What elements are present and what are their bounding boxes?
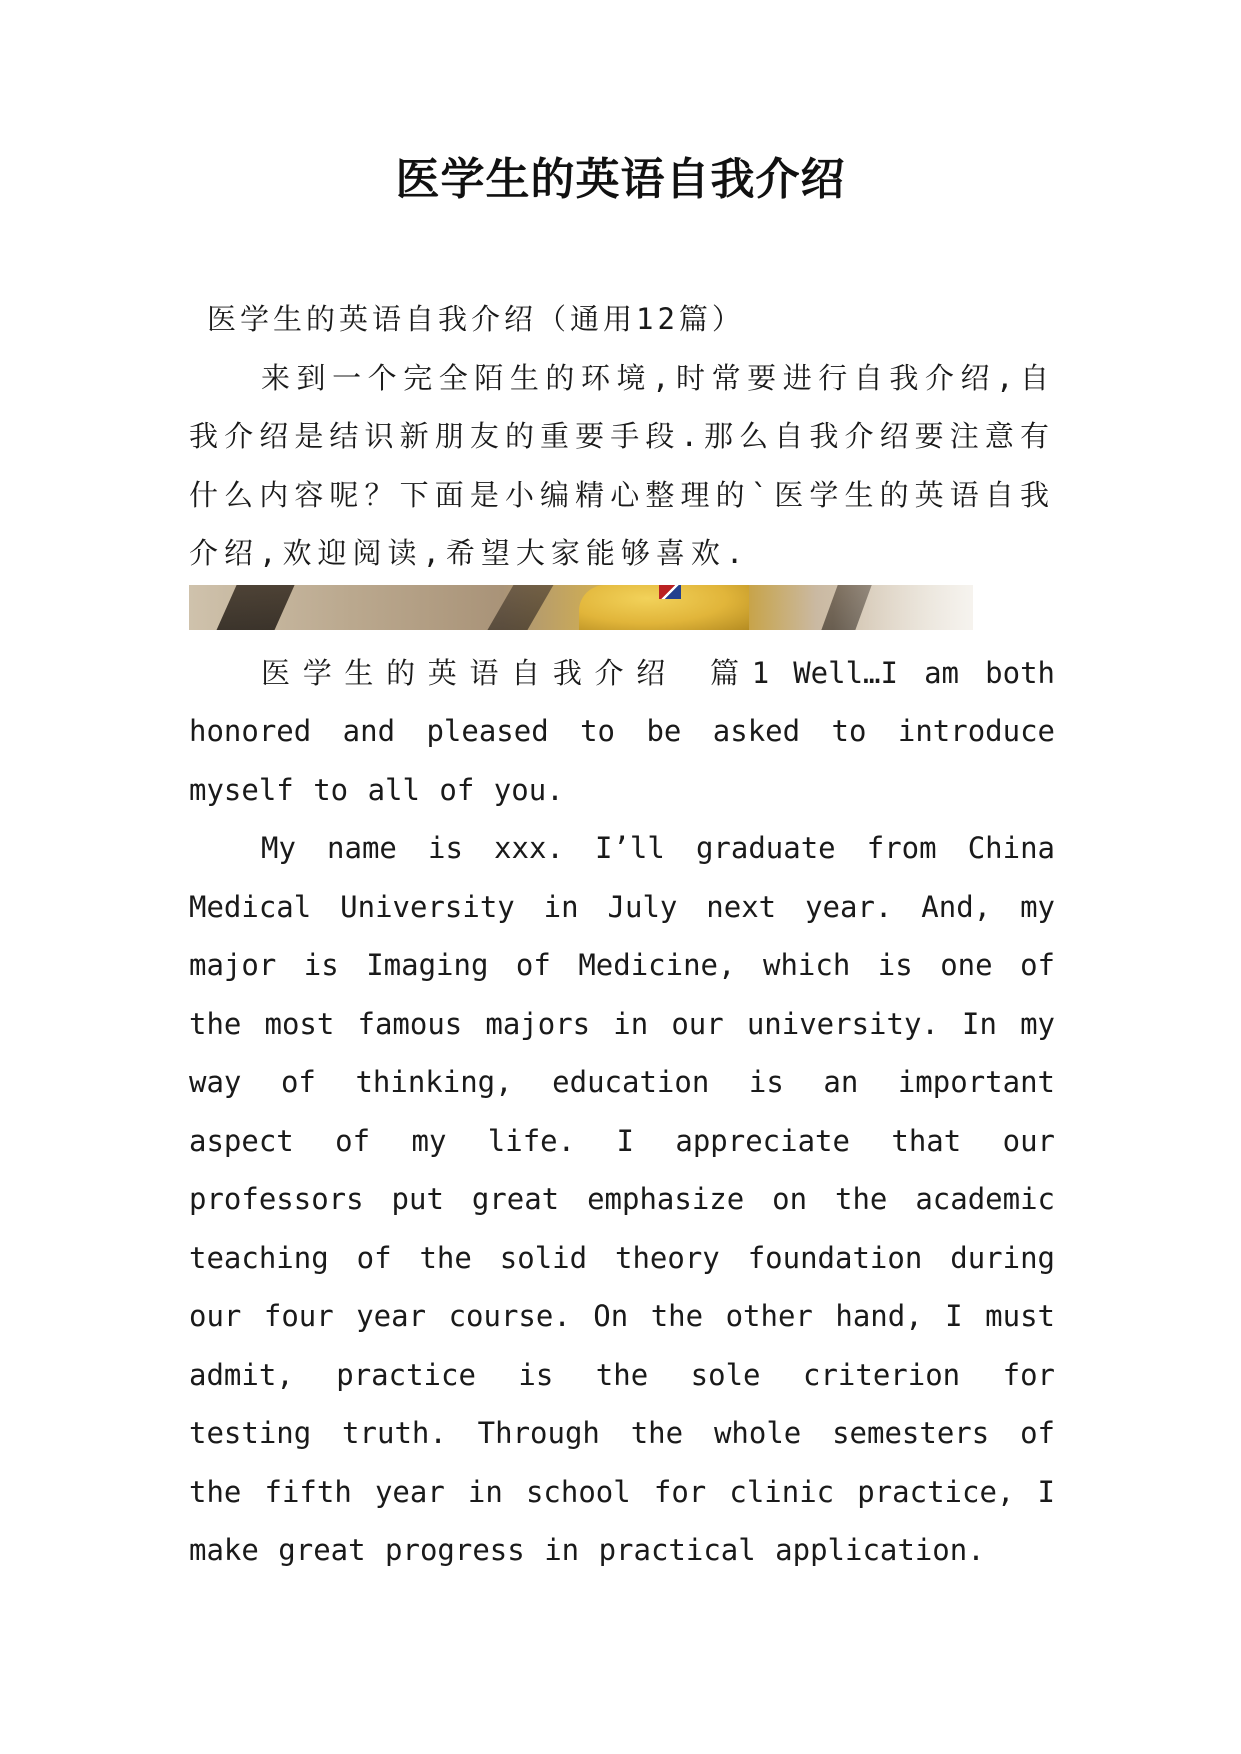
section1-paragraph-2: My name is xxx. I’ll graduate from China Medical University in July next year. And, my major is Imaging of Medicine, which is one of the most famous majors in our university. In my way of thinking, education is an important aspect of my life. I appreciate that our professors put great emphasize on the academic teaching of the solid theory foundation during our four year course. On the other hand, I must admit, practice is the sole criterion for testing truth. Through the whole semesters of the fifth year in school for clinic practice, I make great progress in practical application. [189, 831, 1055, 1567]
document-title: 医学生的英语自我介绍 [395, 154, 846, 205]
intro-paragraph: 来到一个完全陌生的环境,时常要进行自我介绍,自我介绍是结识新朋友的重要手段.那么自我介绍要注意有什么内容呢？下面是小编精心整理的`医学生的英语自我介绍,欢迎阅读,希望大家能够喜欢. [189, 360, 1055, 570]
image-glare [833, 585, 973, 630]
section1-text-1: Well…I am both honored and pleased to be asked to introduce myself to all of you. [189, 655, 1055, 807]
keyboard-key-shadow [479, 585, 559, 630]
section1-heading: 医学生的英语自我介绍 篇1 [261, 655, 776, 690]
section1-paragraph-1 [189, 644, 1055, 820]
keyboard-banner-image [189, 585, 973, 630]
document-subtitle: 医学生的英语自我介绍（通用12篇） [207, 302, 745, 336]
flag-icon [659, 585, 681, 599]
document-body [189, 290, 1055, 1580]
keyboard-key-shadow [212, 585, 297, 630]
